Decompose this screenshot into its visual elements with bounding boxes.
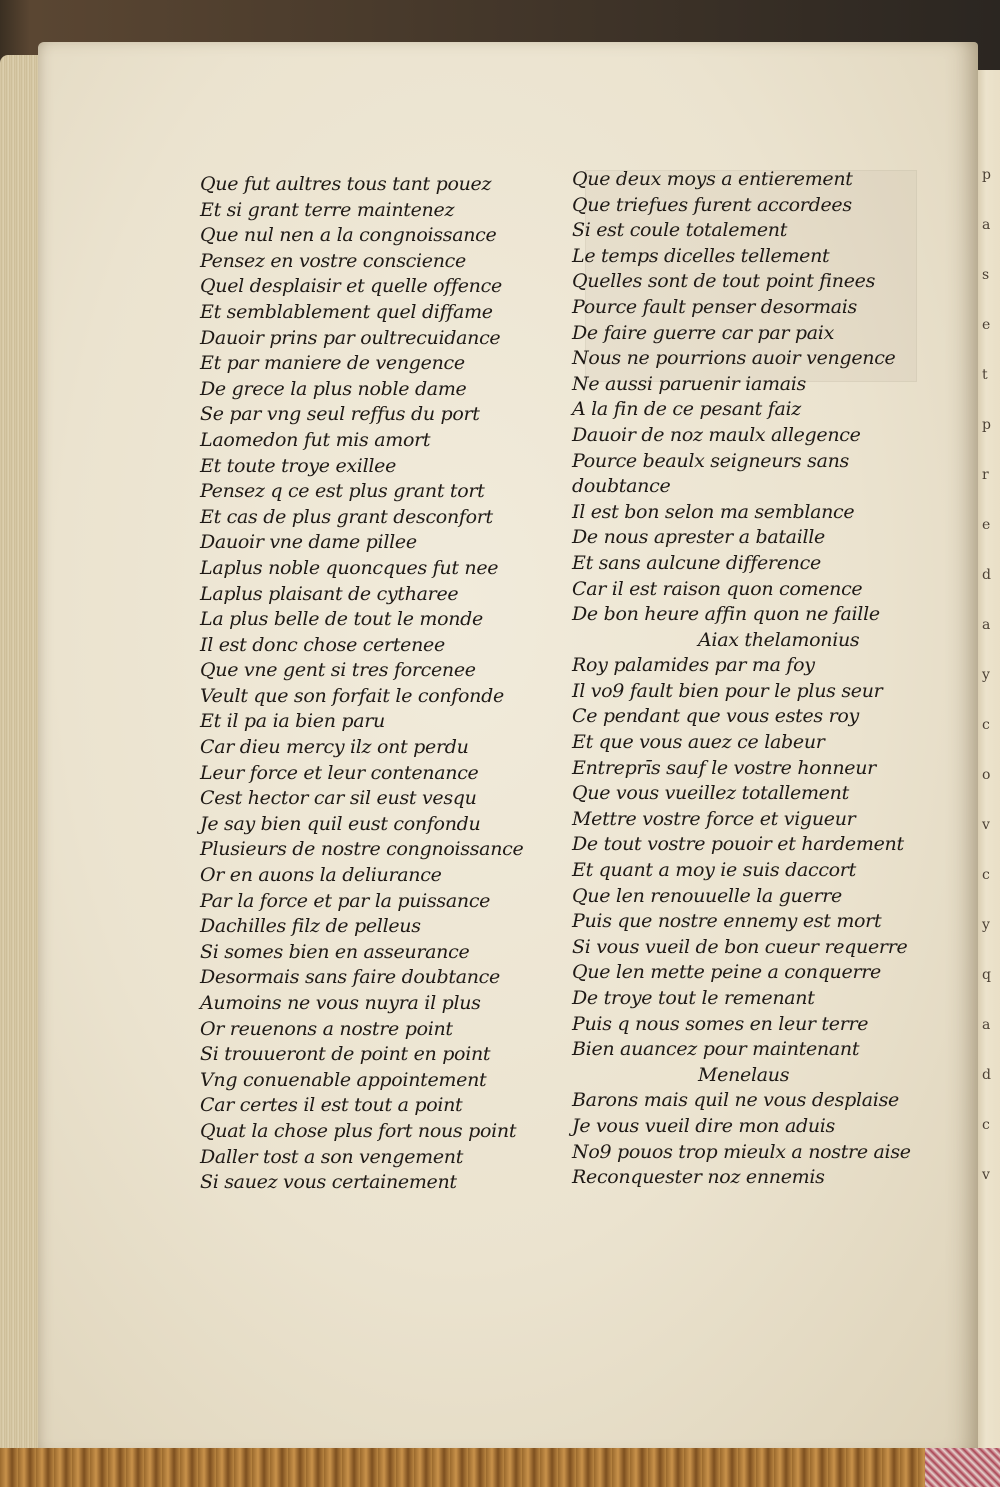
verse-line: Daller tost a son vengement	[200, 1145, 464, 1168]
verse-line: Pource beaulx seigneurs sans	[572, 449, 849, 472]
facing-page-letter: a	[982, 217, 991, 233]
verse-line: Et cas de plus grant desconfort	[200, 505, 493, 528]
verse-line: Or en auons la deliurance	[200, 864, 442, 887]
verse-line: Car dieu mercy ilz ont perdu	[200, 736, 469, 759]
verse-line: Que fut aultres tous tant pouez	[200, 173, 492, 195]
verse-line: Quelles sont de tout point finees	[572, 270, 876, 293]
facing-page-letter: e	[982, 517, 991, 533]
verse-line: Si sauez vous certainement	[200, 1171, 457, 1194]
speaker-name: Aiax thelamonius	[698, 628, 860, 651]
verse-line: No9 pouos trop mieulx a nostre aise	[572, 1140, 911, 1163]
left-text-column	[200, 172, 523, 1196]
facing-page-letter: a	[982, 1017, 991, 1033]
verse-line: Et il pa ia bien paru	[200, 710, 385, 733]
verse-line: Et toute troye exillee	[200, 454, 397, 477]
verse-line: Reconquester noz ennemis	[572, 1166, 825, 1189]
verse-line: Bien auancez pour maintenant	[572, 1038, 860, 1061]
verse-line: Si trouueront de point en point	[200, 1043, 491, 1066]
verse-line: Or reuenons a nostre point	[200, 1017, 453, 1040]
verse-line: Laplus noble quoncques fut nee	[200, 556, 499, 579]
verse-line: Puis q nous somes en leur terre	[572, 1012, 869, 1035]
verse-line: Que deux moys a entierement	[572, 168, 853, 190]
verse-line: Entreprīs sauf le vostre honneur	[572, 756, 876, 779]
verse-line: Car il est raison quon comence	[572, 577, 863, 600]
verse-line: doubtance	[572, 475, 671, 498]
facing-page-letter: o	[982, 767, 991, 783]
verse-line: Desormais sans faire doubtance	[200, 966, 500, 989]
verse-line: Que vne gent si tres forcenee	[200, 659, 476, 682]
verse-line: Et sans aulcune difference	[572, 551, 821, 574]
verse-line: De tout vostre pouoir et hardement	[572, 833, 904, 856]
facing-page-letter: p	[982, 167, 991, 183]
verse-line: Et quant a moy ie suis daccort	[572, 859, 856, 882]
verse-line: Que vous vueillez totallement	[572, 782, 849, 805]
verse-line: Je say bien quil eust confondu	[200, 812, 481, 835]
verse-line: Dauoir vne dame pillee	[200, 531, 417, 554]
verse-line: Il est bon selon ma semblance	[572, 500, 855, 523]
facing-page-letter: v	[982, 1167, 990, 1183]
verse-line: De bon heure affin quon ne faille	[572, 603, 880, 626]
verse-line: Dachilles filz de pelleus	[200, 915, 421, 938]
verse-line: Que triefues furent accordees	[572, 193, 852, 216]
verse-line: Plusieurs de nostre congnoissance	[200, 838, 524, 861]
verse-line: Puis que nostre ennemy est mort	[572, 910, 882, 933]
verse-line: Par la force et par la puissance	[200, 889, 491, 912]
verse-line: Roy palamides par ma foy	[572, 654, 815, 677]
verse-line: Veult que son forfait le confonde	[200, 684, 504, 707]
verse-line: Pource fault penser desormais	[572, 295, 857, 318]
verse-line: Si somes bien en asseurance	[200, 940, 470, 963]
verse-line: Et semblablement quel diffame	[200, 300, 493, 323]
facing-page-letter: r	[982, 467, 989, 483]
verse-line: Ce pendant que vous estes roy	[572, 705, 859, 728]
verse-line: Que len renouuelle la guerre	[572, 884, 842, 907]
verse-line: Que len mette peine a conquerre	[572, 961, 881, 984]
verse-line: Si vous vueil de bon cueur requerre	[572, 935, 908, 958]
facing-page-letter: d	[982, 567, 991, 583]
facing-page-letter: v	[982, 817, 990, 833]
verse-line: Barons mais quil ne vous desplaise	[572, 1089, 899, 1112]
verse-line: Et que vous auez ce labeur	[572, 731, 825, 754]
verse-line: De nous aprester a bataille	[572, 526, 825, 549]
verse-line: Leur force et leur contenance	[200, 761, 479, 784]
verse-line: De grece la plus noble dame	[200, 377, 467, 400]
verse-line: Il vo9 fault bien pour le plus seur	[572, 679, 883, 702]
facing-page-letter: q	[982, 967, 991, 983]
verse-line: Pensez en vostre conscience	[200, 249, 466, 272]
verse-line: Dauoir de noz maulx allegence	[572, 423, 861, 446]
verse-line: Dauoir prins par oultrecuidance	[200, 326, 501, 349]
verse-line: De faire guerre car par paix	[572, 321, 834, 344]
facing-page-letter: y	[982, 917, 990, 933]
speaker-name: Menelaus	[698, 1063, 790, 1086]
verse-line: Le temps dicelles tellement	[572, 244, 830, 267]
verse-line: Que nul nen a la congnoissance	[200, 224, 497, 247]
facing-page-letter: c	[982, 867, 990, 883]
verse-line: Mettre vostre force et vigueur	[572, 807, 856, 830]
facing-page-letter: c	[982, 717, 990, 733]
verse-line: Et par maniere de vengence	[200, 352, 465, 375]
verse-line: Quat la chose plus fort nous point	[200, 1119, 517, 1142]
verse-line: Je vous vueil dire mon aduis	[572, 1114, 835, 1137]
verse-line: Aumoins ne vous nuyra il plus	[200, 992, 481, 1014]
bookmark-ribbon	[925, 1448, 1000, 1487]
facing-page-letter: s	[982, 267, 990, 283]
facing-page-letter: d	[982, 1067, 991, 1083]
verse-line: De troye tout le remenant	[572, 987, 815, 1009]
verse-line: Cest hector car sil eust vesqu	[200, 787, 477, 810]
facing-page-letter: p	[982, 417, 991, 433]
book-binding-edge	[0, 1448, 1000, 1487]
facing-page-letter: a	[982, 617, 991, 633]
verse-line: Car certes il est tout a point	[200, 1094, 463, 1117]
verse-line: Si est coule totalement	[572, 219, 788, 242]
facing-page-letter: t	[982, 367, 988, 383]
verse-line: Laplus plaisant de cytharee	[200, 582, 459, 605]
verse-line: Se par vng seul reffus du port	[200, 403, 480, 426]
verse-line: Il est donc chose certenee	[200, 633, 445, 656]
verse-line: Laomedon fut mis amort	[200, 428, 431, 451]
page-stack-edge	[0, 55, 42, 1455]
right-text-column	[572, 167, 911, 1191]
verse-line: Pensez q ce est plus grant tort	[200, 480, 485, 503]
verse-line: Et si grant terre maintenez	[200, 198, 455, 221]
facing-page-letter: e	[982, 317, 991, 333]
facing-page-letter: c	[982, 1117, 990, 1133]
verse-line: Ne aussi paruenir iamais	[572, 372, 806, 395]
verse-line: A la fin de ce pesant faiz	[572, 398, 802, 421]
facing-page-letter: y	[982, 667, 990, 683]
verse-line: Vng conuenable appointement	[200, 1068, 487, 1091]
verse-line: Nous ne pourrions auoir vengence	[572, 347, 896, 370]
verse-line: La plus belle de tout le monde	[200, 608, 483, 631]
verse-line: Quel desplaisir et quelle offence	[200, 275, 502, 298]
facing-page-text	[982, 150, 1000, 1200]
